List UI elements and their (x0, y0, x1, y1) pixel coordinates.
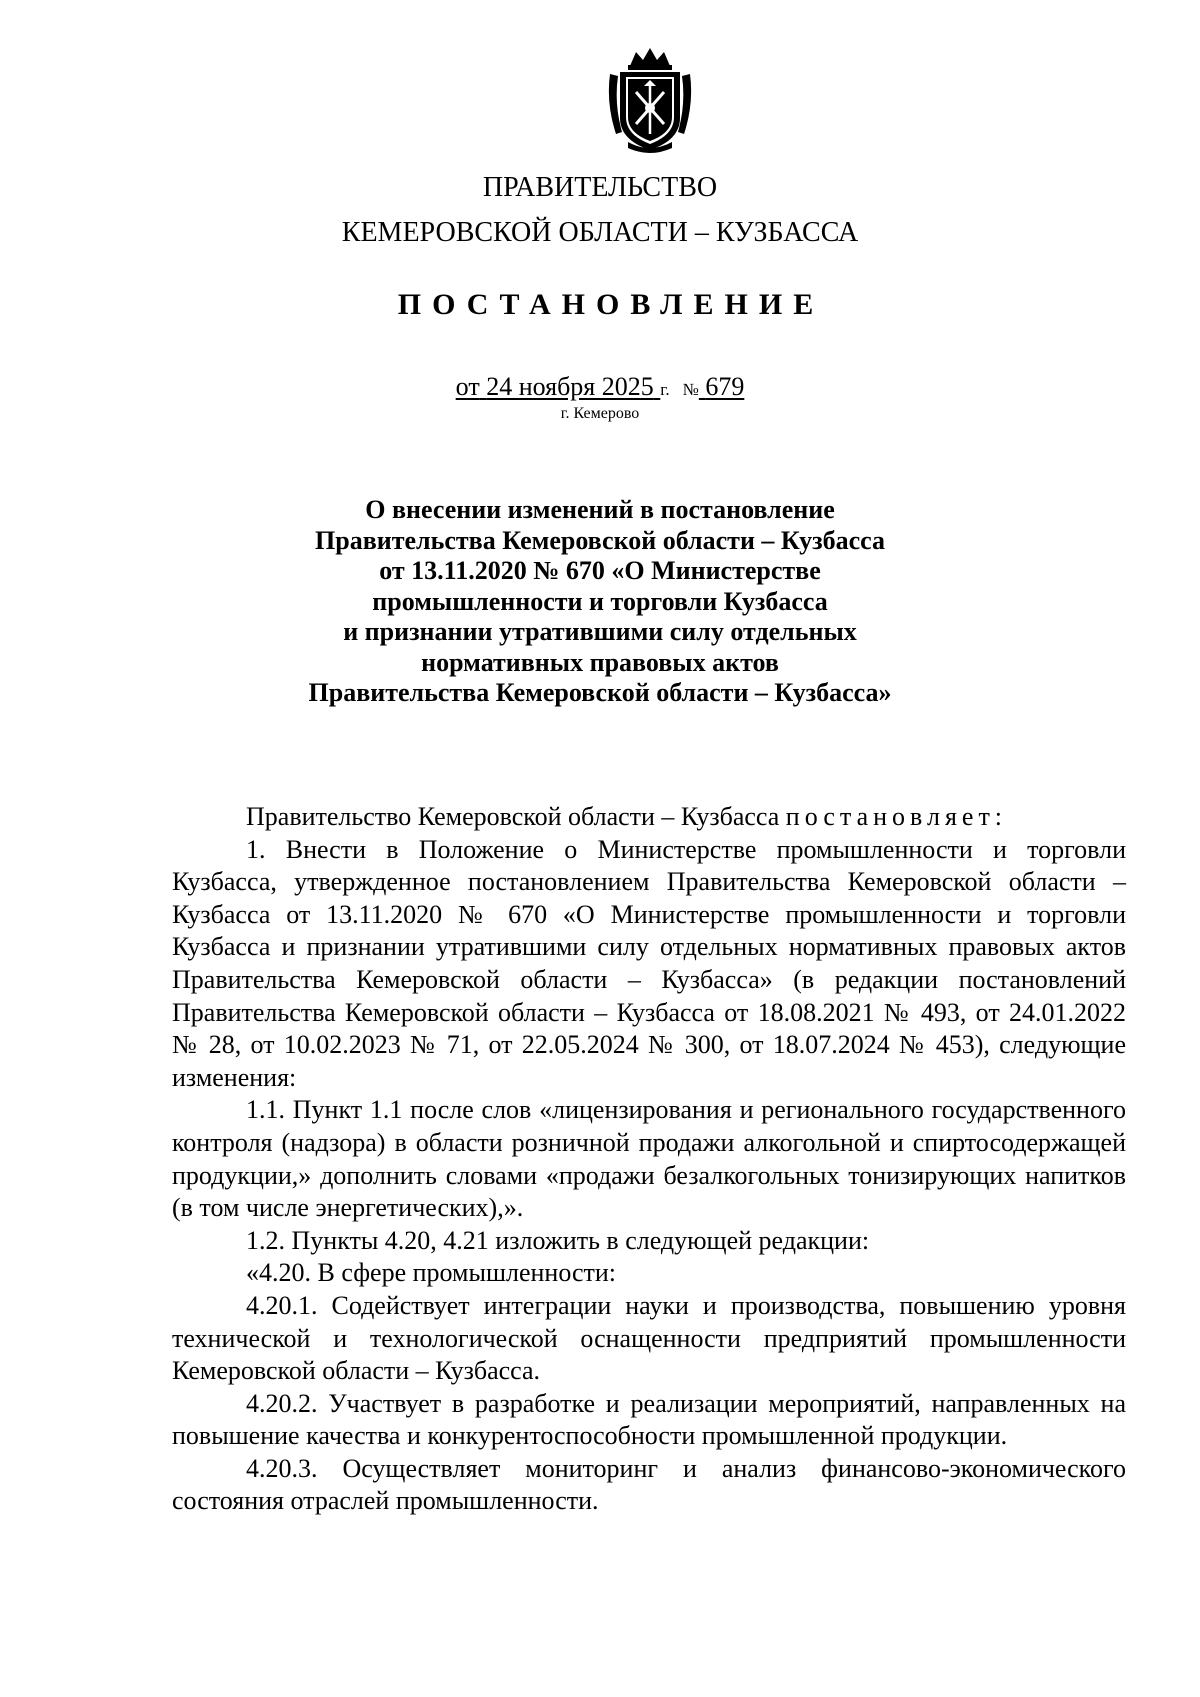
preamble-text: Правительство Кемеровской области – Кузбасса (246, 802, 780, 831)
body-paragraph: 4.20.2. Участвует в разработке и реализации мероприятий, направленных на повышение качества и конкурентоспособности промышленной продукции. (172, 1388, 1126, 1451)
year-suffix: г. (660, 380, 670, 399)
body-paragraph: «4.20. В сфере промышленности: (246, 1258, 617, 1288)
preamble-verb: постановляет: (785, 802, 1008, 831)
government-name-line1: ПРАВИТЕЛЬСТВО (482, 172, 718, 203)
document-body (172, 801, 1126, 1518)
government-name-line2: КЕМЕРОВСКОЙ ОБЛАСТИ – КУЗБАССА (341, 217, 859, 248)
date-prefix: от (455, 372, 480, 401)
document-date: 24 ноября 2025 (486, 372, 654, 401)
city-name: г. Кемерово (560, 405, 640, 422)
subject-line: Правительства Кемеровской области – Кузбасса (315, 525, 885, 555)
body-paragraph: 4.20.1. Содействует интеграции науки и производства, повышению уровня технической и технологической оснащенности предприятий промышленности Кемеровской области – Кузбасса. (172, 1290, 1126, 1386)
subject-line: промышленности и торговли Кузбасса (372, 586, 828, 616)
coat-of-arms-icon (606, 44, 694, 154)
date-number-line (0, 372, 1200, 405)
document-subject (0, 495, 1200, 709)
body-paragraph: 4.20.3. Осуществляет мониторинг и анализ финансово-экономического состояния отраслей промышленности. (172, 1453, 1126, 1516)
subject-line: Правительства Кемеровской области – Кузбасса» (308, 678, 892, 707)
subject-line: и признании утратившими силу отдельных (343, 617, 857, 646)
document-type-title: ПОСТАНОВЛЕНИЕ (397, 288, 825, 321)
subject-line: от 13.11.2020 № 670 «О Министерстве (379, 556, 821, 585)
document-number: 679 (705, 372, 745, 401)
body-paragraph: 1.1. Пункт 1.1 после слов «лицензирования и регионального государственного контроля (надзора) в области розничной продажи алкогольной и спиртосодержащей продукции,» дополнить словами «продажи безалкогольных тонизирующих напитков (в том числе энергетических),». (172, 1095, 1126, 1223)
body-paragraph: 1.2. Пункты 4.20, 4.21 изложить в следующей редакции: (246, 1225, 870, 1255)
preamble-paragraph (172, 801, 1126, 834)
number-sign: № (682, 380, 699, 399)
subject-line: нормативных правовых актов (421, 647, 779, 677)
subject-line: О внесении изменений в постановление (365, 495, 835, 524)
body-paragraph: 1. Внести в Положение о Министерстве промышленности и торговли Кузбасса, утвержденное постановлением Правительства Кемеровской области – Кузбасса от 13.11.2020 № 670 «О Министерстве промышленности и торговли Кузбасса и признании утратившими силу отдельных нормативных правовых актов Правительства Кемеровской области – Кузбасса» (в редакции постановлений Правительства Кемеровской области – Кузбасса от 18.08.2021 № 493, от 24.01.2022 № 28, от 10.02.2023 № 71, от 22.05.2024 № 300, от 18.07.2024 № 453), следующие изменения: (172, 834, 1126, 1092)
